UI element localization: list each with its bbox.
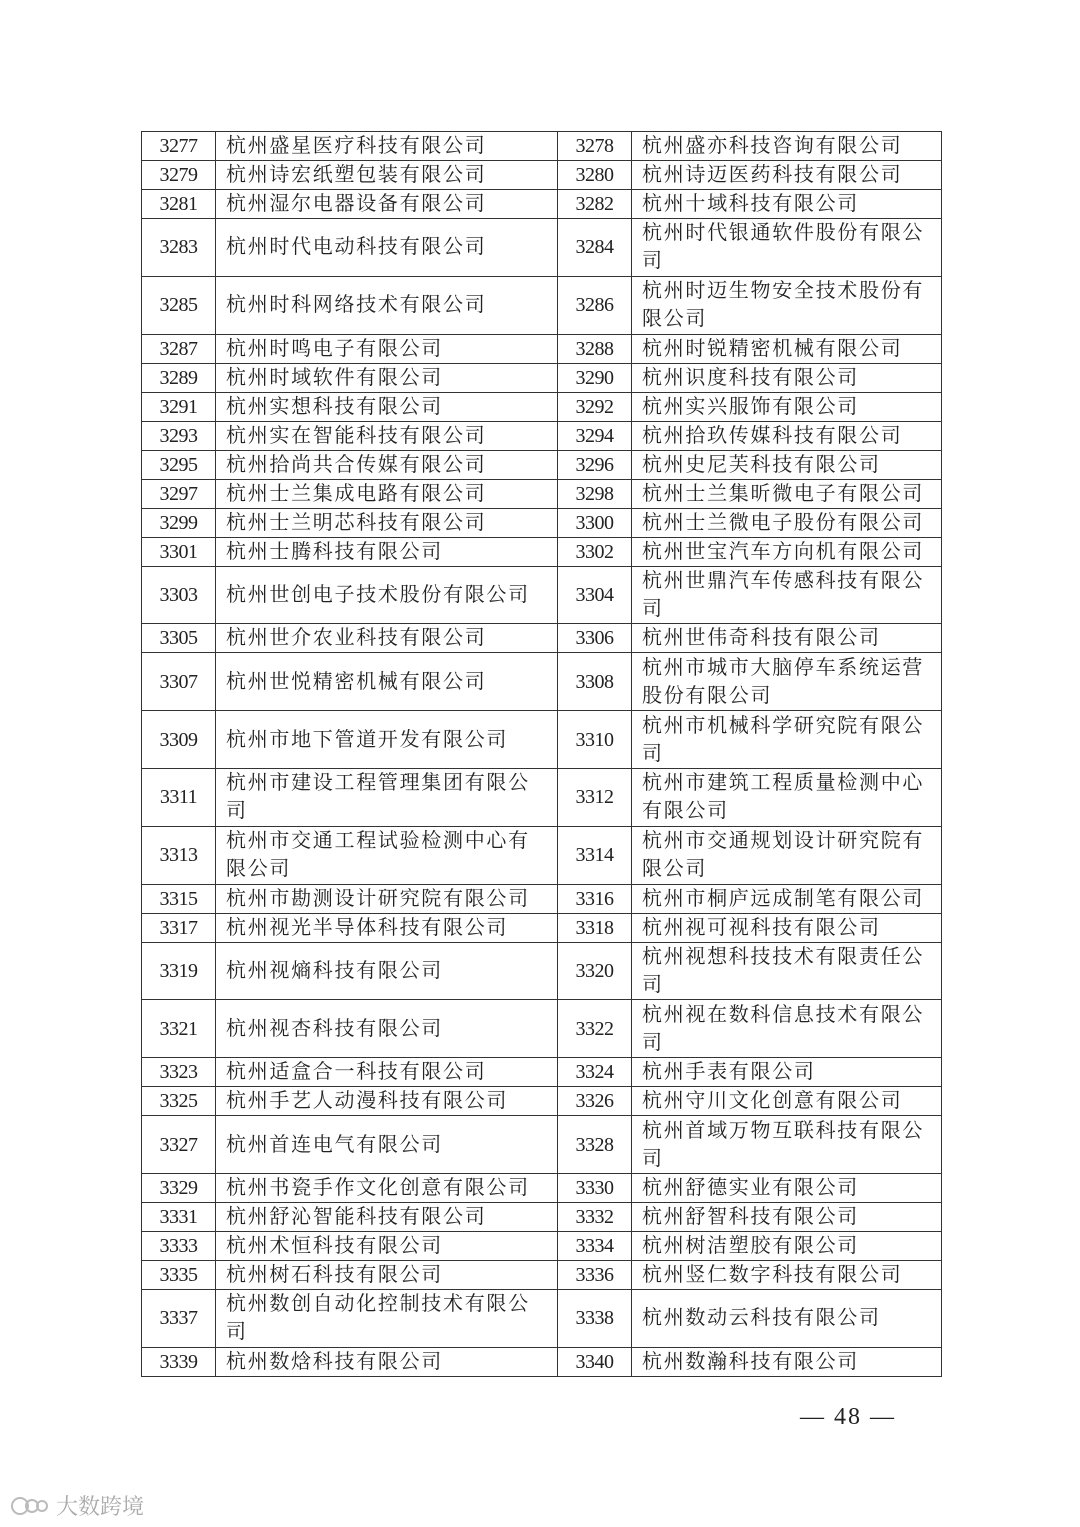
entry-number: 3322 (558, 1000, 632, 1058)
table-row (142, 1116, 942, 1174)
company-name: 杭州书瓷手作文化创意有限公司 (216, 1173, 558, 1202)
entry-number: 3337 (142, 1289, 216, 1347)
company-name: 杭州市机械科学研究院有限公司 (632, 711, 942, 769)
company-name: 杭州世伟奇科技有限公司 (632, 624, 942, 653)
company-name: 杭州舒德实业有限公司 (632, 1173, 942, 1202)
entry-number: 3310 (558, 711, 632, 769)
entry-number: 3282 (558, 190, 632, 219)
table-row (142, 1231, 942, 1260)
company-name: 杭州竖仁数字科技有限公司 (632, 1260, 942, 1289)
entry-number: 3326 (558, 1087, 632, 1116)
entry-number: 3289 (142, 363, 216, 392)
company-name: 杭州市建设工程管理集团有限公司 (216, 768, 558, 826)
table-row (142, 1347, 942, 1376)
company-name: 杭州十域科技有限公司 (632, 190, 942, 219)
entry-number: 3300 (558, 508, 632, 537)
entry-number: 3296 (558, 450, 632, 479)
company-name: 杭州首连电气有限公司 (216, 1116, 558, 1174)
entry-number: 3302 (558, 537, 632, 566)
entry-number: 3335 (142, 1260, 216, 1289)
entry-number: 3280 (558, 161, 632, 190)
company-name: 杭州数焓科技有限公司 (216, 1347, 558, 1376)
entry-number: 3317 (142, 913, 216, 942)
table-row (142, 537, 942, 566)
company-name: 杭州拾玖传媒科技有限公司 (632, 421, 942, 450)
company-name: 杭州时代电动科技有限公司 (216, 219, 558, 277)
company-name: 杭州世创电子技术股份有限公司 (216, 566, 558, 624)
table-row (142, 1058, 942, 1087)
company-name: 杭州时域软件有限公司 (216, 363, 558, 392)
table-row (142, 276, 942, 334)
company-name: 杭州适盒合一科技有限公司 (216, 1058, 558, 1087)
entry-number: 3325 (142, 1087, 216, 1116)
entry-number: 3295 (142, 450, 216, 479)
company-name: 杭州实想科技有限公司 (216, 392, 558, 421)
entry-number: 3329 (142, 1173, 216, 1202)
company-name: 杭州视在数科信息技术有限公司 (632, 1000, 942, 1058)
entry-number: 3285 (142, 276, 216, 334)
entry-number: 3327 (142, 1116, 216, 1174)
company-name: 杭州湿尔电器设备有限公司 (216, 190, 558, 219)
table-row (142, 884, 942, 913)
company-name: 杭州市勘测设计研究院有限公司 (216, 884, 558, 913)
company-name: 杭州视熵科技有限公司 (216, 942, 558, 1000)
table-row (142, 711, 942, 769)
table-row (142, 190, 942, 219)
table-row (142, 363, 942, 392)
entry-number: 3307 (142, 653, 216, 711)
entry-number: 3331 (142, 1202, 216, 1231)
entry-number: 3299 (142, 508, 216, 537)
entry-number: 3301 (142, 537, 216, 566)
entry-number: 3312 (558, 768, 632, 826)
table-row (142, 392, 942, 421)
entry-number: 3330 (558, 1173, 632, 1202)
entry-number: 3291 (142, 392, 216, 421)
entry-number: 3340 (558, 1347, 632, 1376)
company-name: 杭州视想科技技术有限责任公司 (632, 942, 942, 1000)
company-name: 杭州视光半导体科技有限公司 (216, 913, 558, 942)
table-row (142, 161, 942, 190)
company-name: 杭州树石科技有限公司 (216, 1260, 558, 1289)
company-name: 杭州士兰集成电路有限公司 (216, 479, 558, 508)
table-row (142, 479, 942, 508)
entry-number: 3308 (558, 653, 632, 711)
table-row (142, 450, 942, 479)
company-name: 杭州世悦精密机械有限公司 (216, 653, 558, 711)
table-row (142, 566, 942, 624)
company-name: 杭州市建筑工程质量检测中心有限公司 (632, 768, 942, 826)
page-number: — 48 — (800, 1404, 896, 1430)
table-row (142, 1289, 942, 1347)
table-row (142, 768, 942, 826)
entry-number: 3286 (558, 276, 632, 334)
entry-number: 3318 (558, 913, 632, 942)
entry-number: 3283 (142, 219, 216, 277)
table-row (142, 826, 942, 884)
table-row (142, 334, 942, 363)
table-row (142, 1087, 942, 1116)
entry-number: 3278 (558, 132, 632, 161)
company-name: 杭州拾尚共合传媒有限公司 (216, 450, 558, 479)
entry-number: 3284 (558, 219, 632, 277)
table-row (142, 913, 942, 942)
entry-number: 3288 (558, 334, 632, 363)
company-name: 杭州时迈生物安全技术股份有限公司 (632, 276, 942, 334)
watermark-logo-icon (10, 1494, 50, 1518)
company-name: 杭州手表有限公司 (632, 1058, 942, 1087)
company-name: 杭州时科网络技术有限公司 (216, 276, 558, 334)
entry-number: 3313 (142, 826, 216, 884)
company-name: 杭州守川文化创意有限公司 (632, 1087, 942, 1116)
company-name: 杭州史尼芙科技有限公司 (632, 450, 942, 479)
table-row (142, 1000, 942, 1058)
company-name: 杭州树洁塑胶有限公司 (632, 1231, 942, 1260)
entry-number: 3333 (142, 1231, 216, 1260)
company-name: 杭州视杏科技有限公司 (216, 1000, 558, 1058)
entry-number: 3290 (558, 363, 632, 392)
table-row (142, 1260, 942, 1289)
entry-number: 3324 (558, 1058, 632, 1087)
entry-number: 3281 (142, 190, 216, 219)
company-name: 杭州世宝汽车方向机有限公司 (632, 537, 942, 566)
company-name: 杭州时鸣电子有限公司 (216, 334, 558, 363)
company-name: 杭州手艺人动漫科技有限公司 (216, 1087, 558, 1116)
company-name: 杭州诗宏纸塑包装有限公司 (216, 161, 558, 190)
entry-number: 3303 (142, 566, 216, 624)
company-name: 杭州数瀚科技有限公司 (632, 1347, 942, 1376)
entry-number: 3292 (558, 392, 632, 421)
company-list-table (141, 131, 942, 1377)
company-name: 杭州数创自动化控制技术有限公司 (216, 1289, 558, 1347)
company-name: 杭州识度科技有限公司 (632, 363, 942, 392)
company-name: 杭州时代银通软件股份有限公司 (632, 219, 942, 277)
entry-number: 3336 (558, 1260, 632, 1289)
watermark (10, 1490, 144, 1521)
company-name: 杭州实兴服饰有限公司 (632, 392, 942, 421)
entry-number: 3332 (558, 1202, 632, 1231)
company-name: 杭州术恒科技有限公司 (216, 1231, 558, 1260)
company-name: 杭州诗迈医药科技有限公司 (632, 161, 942, 190)
table-row (142, 624, 942, 653)
table-row (142, 508, 942, 537)
entry-number: 3338 (558, 1289, 632, 1347)
company-name: 杭州市交通规划设计研究院有限公司 (632, 826, 942, 884)
entry-number: 3311 (142, 768, 216, 826)
company-name: 杭州舒智科技有限公司 (632, 1202, 942, 1231)
entry-number: 3298 (558, 479, 632, 508)
company-name: 杭州士腾科技有限公司 (216, 537, 558, 566)
company-name: 杭州盛亦科技咨询有限公司 (632, 132, 942, 161)
entry-number: 3297 (142, 479, 216, 508)
company-name: 杭州数动云科技有限公司 (632, 1289, 942, 1347)
entry-number: 3339 (142, 1347, 216, 1376)
company-name: 杭州实在智能科技有限公司 (216, 421, 558, 450)
table-body (142, 132, 942, 1377)
entry-number: 3279 (142, 161, 216, 190)
entry-number: 3315 (142, 884, 216, 913)
entry-number: 3306 (558, 624, 632, 653)
company-name: 杭州士兰微电子股份有限公司 (632, 508, 942, 537)
table-row (142, 132, 942, 161)
entry-number: 3309 (142, 711, 216, 769)
table-row (142, 942, 942, 1000)
entry-number: 3328 (558, 1116, 632, 1174)
entry-number: 3320 (558, 942, 632, 1000)
company-name: 杭州盛星医疗科技有限公司 (216, 132, 558, 161)
entry-number: 3304 (558, 566, 632, 624)
entry-number: 3287 (142, 334, 216, 363)
table-row (142, 421, 942, 450)
table-row (142, 1202, 942, 1231)
company-name: 杭州市桐庐远成制笔有限公司 (632, 884, 942, 913)
table-row (142, 653, 942, 711)
entry-number: 3321 (142, 1000, 216, 1058)
company-name: 杭州世鼎汽车传感科技有限公司 (632, 566, 942, 624)
watermark-text: 大数跨境 (56, 1495, 145, 1520)
entry-number: 3293 (142, 421, 216, 450)
company-name: 杭州首域万物互联科技有限公司 (632, 1116, 942, 1174)
table-row (142, 1173, 942, 1202)
company-name: 杭州市交通工程试验检测中心有限公司 (216, 826, 558, 884)
company-name: 杭州时锐精密机械有限公司 (632, 334, 942, 363)
table-row (142, 219, 942, 277)
company-name: 杭州舒沁智能科技有限公司 (216, 1202, 558, 1231)
entry-number: 3294 (558, 421, 632, 450)
company-name: 杭州世介农业科技有限公司 (216, 624, 558, 653)
entry-number: 3305 (142, 624, 216, 653)
entry-number: 3334 (558, 1231, 632, 1260)
company-name: 杭州市城市大脑停车系统运营股份有限公司 (632, 653, 942, 711)
entry-number: 3323 (142, 1058, 216, 1087)
entry-number: 3316 (558, 884, 632, 913)
company-name: 杭州视可视科技有限公司 (632, 913, 942, 942)
entry-number: 3277 (142, 132, 216, 161)
entry-number: 3314 (558, 826, 632, 884)
entry-number: 3319 (142, 942, 216, 1000)
company-name: 杭州士兰集昕微电子有限公司 (632, 479, 942, 508)
company-name: 杭州士兰明芯科技有限公司 (216, 508, 558, 537)
company-name: 杭州市地下管道开发有限公司 (216, 711, 558, 769)
